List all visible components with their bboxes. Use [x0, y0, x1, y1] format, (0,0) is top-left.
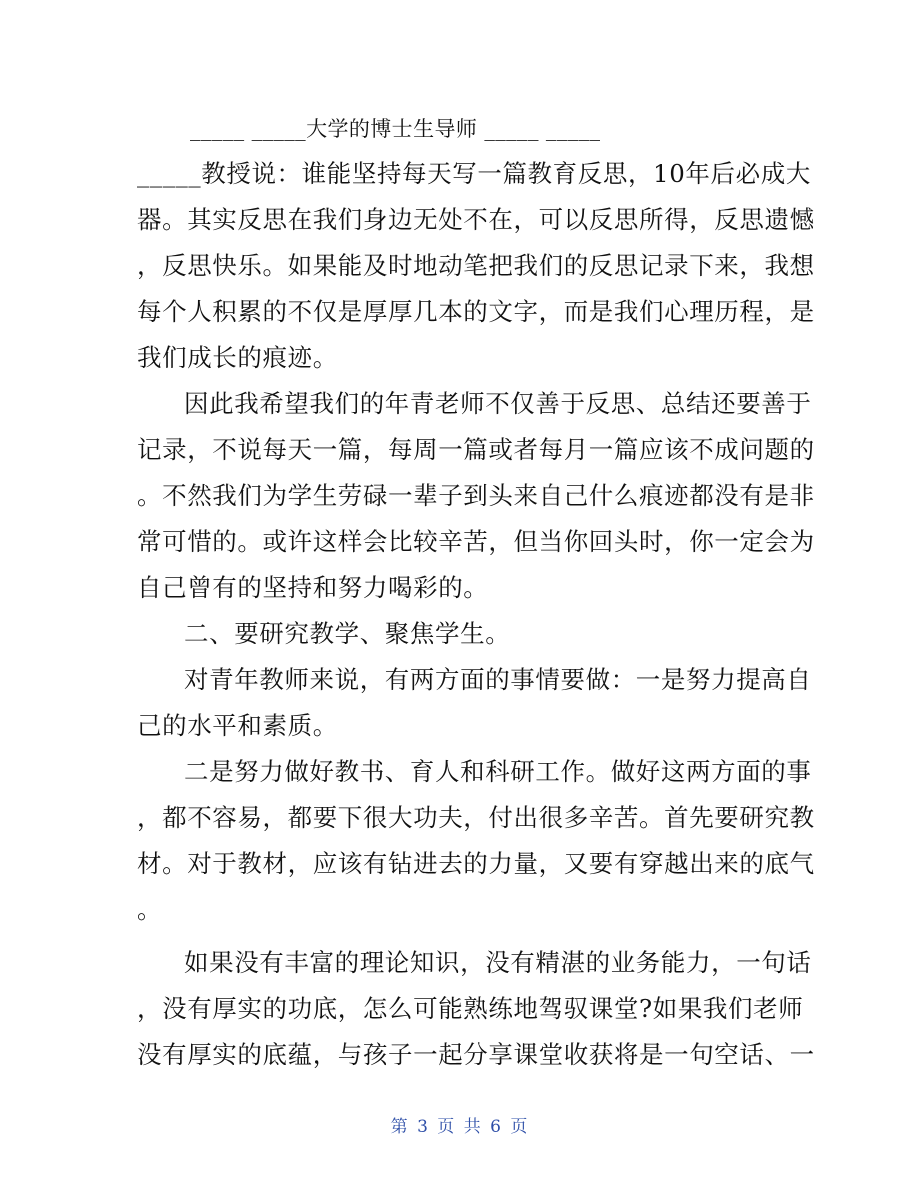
paragraph-4-line-1: 对青年教师来说，有两方面的事情要做：一是努力提高自: [184, 665, 812, 694]
paragraph-6-line-2: ，没有厚实的功底，怎么可能熟练地驾驭课堂?如果我们老师: [137, 994, 804, 1023]
paragraph-1-line-3: ，反思快乐。如果能及时地动笔把我们的反思记录下来，我想: [137, 251, 815, 280]
page-number-footer: 第 3 页 共 6 页: [390, 1117, 530, 1137]
paragraph-5-line-1: 二是努力做好教书、育人和科研工作。做好这两方面的事: [184, 757, 812, 786]
paragraph-1-line-5: 我们成长的痕迹。: [137, 343, 338, 372]
paragraph-6-line-3: 没有厚实的底蕴，与孩子一起分享课堂收获将是一句空话、一: [137, 1040, 815, 1069]
paragraph-5-line-2: ，都不容易，都要下很大功夫，付出很多辛苦。首先要研究教: [137, 803, 815, 832]
paragraph-1-line-4: 每个人积累的不仅是厚厚几本的文字，而是我们心理历程，是: [137, 297, 815, 326]
paragraph-2-line-5: 自己曾有的坚持和努力喝彩的。: [137, 573, 489, 602]
paragraph-2-line-1: 因此我希望我们的年青老师不仅善于反思、总结还要善于: [184, 389, 812, 418]
paragraph-5-line-3: 材。对于教材，应该有钻进去的力量，又要有穿越出来的底气: [137, 849, 815, 878]
paragraph-2-line-4: 常可惜的。或许这样会比较辛苦，但当你回头时，你一定会为: [137, 527, 815, 556]
page-title: _____ _____大学的博士生导师 _____ _____: [190, 117, 601, 141]
section-heading: 二、要研究教学、聚焦学生。: [184, 619, 511, 648]
paragraph-5-line-4: 。: [137, 895, 163, 924]
paragraph-1-line-2: 器。其实反思在我们身边无处不在，可以反思所得，反思遗憾: [137, 205, 815, 234]
paragraph-1-line-1: _____教授说：谁能坚持每天写一篇教育反思，10年后必成大: [137, 159, 811, 188]
paragraph-4-line-2: 己的水平和素质。: [137, 711, 338, 740]
paragraph-6-line-1: 如果没有丰富的理论知识，没有精湛的业务能力，一句话: [184, 948, 812, 977]
paragraph-2-line-2: 记录，不说每天一篇，每周一篇或者每月一篇应该不成问题的: [137, 435, 815, 464]
paragraph-2-line-3: 。不然我们为学生劳碌一辈子到头来自己什么痕迹都没有是非: [137, 481, 815, 510]
